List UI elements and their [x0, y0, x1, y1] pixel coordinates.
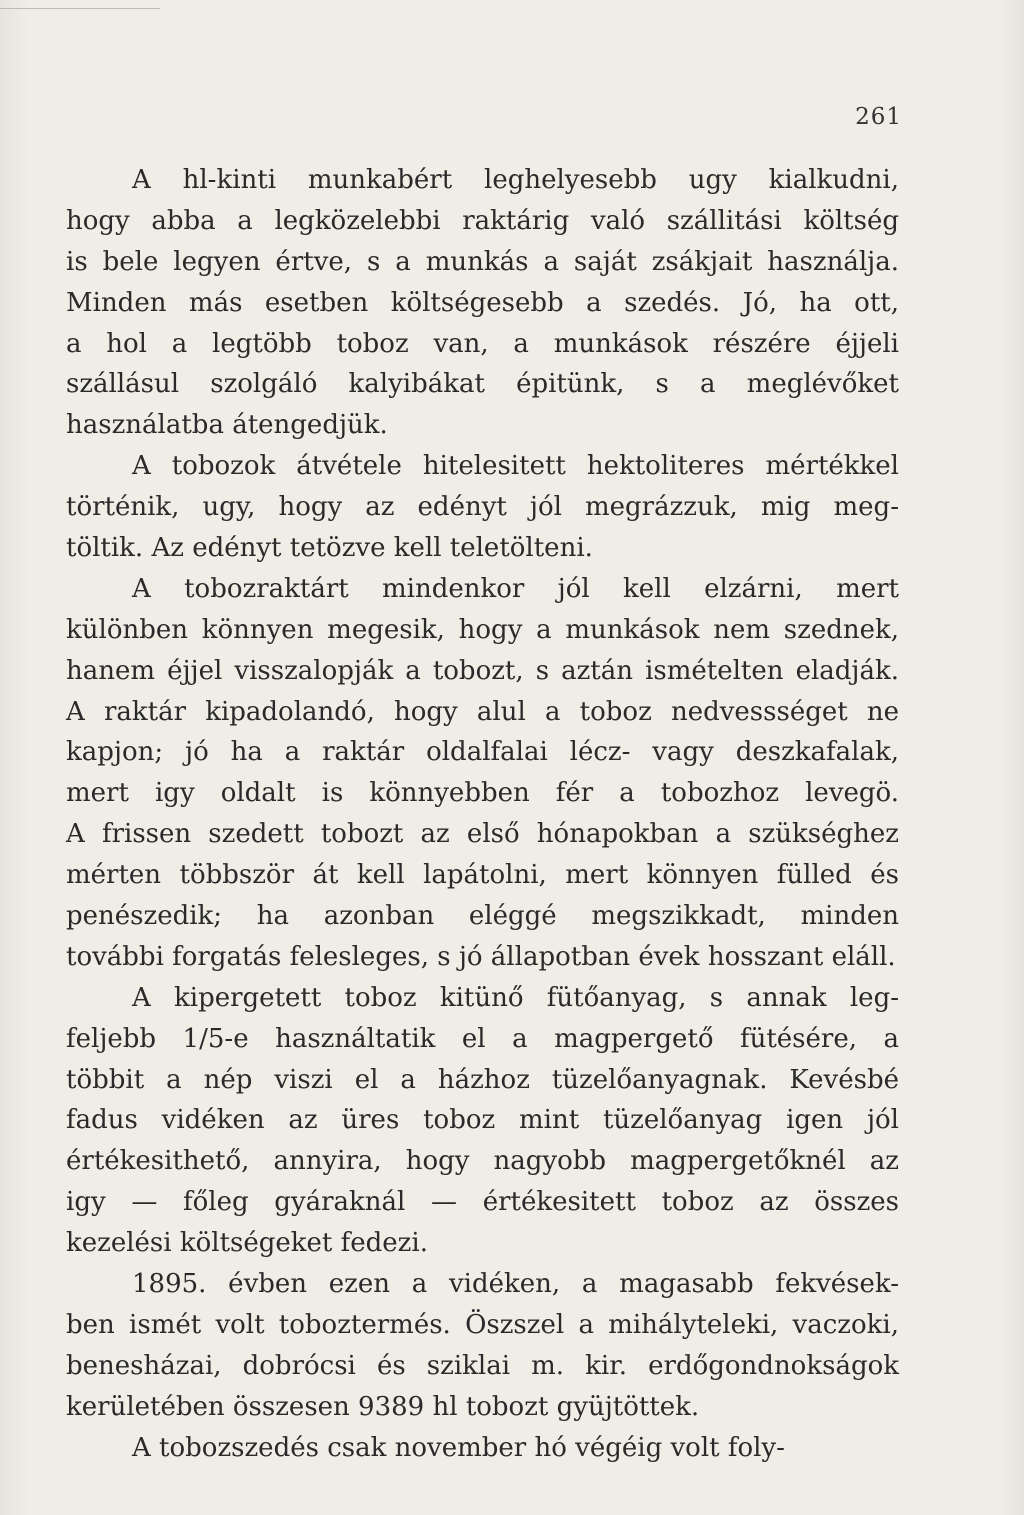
body-text: [66, 160, 899, 1469]
text-line: benesházai, dobrócsi és sziklai m. kir. erdőgondnokságok: [66, 1350, 899, 1381]
text-line: fadus vidéken az üres toboz mint tüzelőanyag igen jól: [66, 1105, 899, 1136]
text-line: Minden más esetben költségesebb a szedés. Jó, ha ott,: [66, 287, 899, 318]
text-line: további forgatás felesleges, s jó állapotban évek hosszant eláll.: [66, 941, 896, 972]
text-line: értékesithető, annyira, hogy nagyobb magpergetőknél az: [66, 1146, 899, 1177]
text-line: hogy abba a legközelebbi raktárig való szállitási költség: [66, 205, 899, 236]
page-number: 261: [855, 104, 902, 130]
text-line: A tobozszedés csak november hó végéig volt foly-: [132, 1432, 785, 1463]
text-line: mérten többször át kell lapátolni, mert könnyen fülled és: [66, 860, 899, 891]
text-line: használatba átengedjük.: [66, 410, 388, 441]
text-line: töltik. Az edényt tetözve kell teletölteni.: [66, 533, 593, 564]
text-line: A hl-kinti munkabért leghelyesebb ugy kialkudni,: [132, 165, 899, 195]
text-line: kapjon; jó ha a raktár oldalfalai lécz- vagy deszkafalak,: [66, 737, 899, 768]
text-line: A frissen szedett tobozt az első hónapokban a szükséghez: [66, 819, 899, 850]
top-edge-line: [0, 8, 160, 9]
text-line: is bele legyen értve, s a munkás a saját zsákjait használja.: [66, 246, 899, 277]
text-line: hanem éjjel visszalopják a tobozt, s aztán ismételten eladják.: [66, 655, 899, 686]
text-line: 1895. évben ezen a vidéken, a magasabb fekvések-: [132, 1269, 899, 1300]
text-line: többit a nép viszi el a házhoz tüzelőanyagnak. Kevésbé: [66, 1064, 899, 1095]
text-line: mert igy oldalt is könnyebben fér a tobozhoz levegö.: [66, 778, 899, 809]
text-line: kerületében összesen 9389 hl tobozt gyüjtöttek.: [66, 1391, 700, 1422]
text-line: ben ismét volt toboztermés. Öszszel a mihályteleki, vaczoki,: [66, 1309, 899, 1340]
text-line: történik, ugy, hogy az edényt jól megrázzuk, mig meg-: [66, 492, 899, 523]
text-line: A tobozok átvétele hitelesitett hektoliteres mértékkel: [132, 451, 899, 482]
text-line: penészedik; ha azonban eléggé megszikkadt, minden: [66, 901, 899, 932]
text-line: feljebb 1/5-e használtatik el a magpergető fütésére, a: [66, 1023, 899, 1054]
text-line: A raktár kipadolandó, hogy alul a toboz nedvessséget ne: [66, 696, 899, 727]
text-line: A kipergetett toboz kitünő fütőanyag, s annak leg-: [132, 982, 899, 1013]
text-line: különben könnyen megesik, hogy a munkások nem szednek,: [66, 614, 899, 645]
text-line: A tobozraktárt mindenkor jól kell elzárni, mert: [132, 573, 899, 604]
text-line: a hol a legtöbb toboz van, a munkások részére éjjeli: [66, 328, 899, 359]
text-line: kezelési költségeket fedezi.: [66, 1228, 428, 1259]
text-line: igy — főleg gyáraknál — értékesitett toboz az összes: [66, 1187, 899, 1218]
text-line: szállásul szolgáló kalyibákat épitünk, s a meglévőket: [66, 369, 899, 400]
